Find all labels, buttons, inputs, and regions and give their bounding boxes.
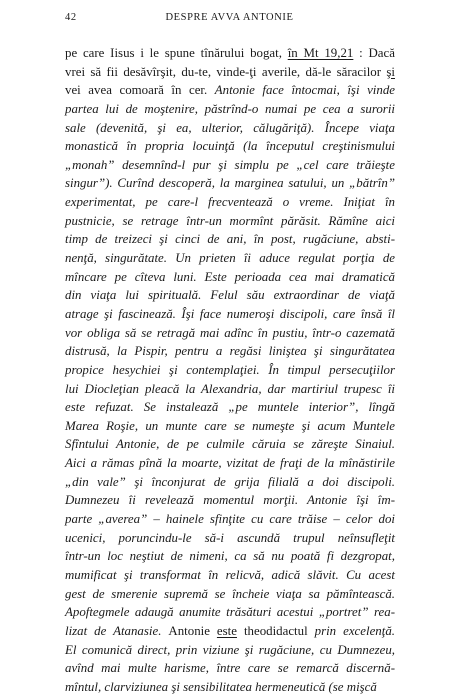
text-run: vei avea comoară în cer. — [65, 83, 215, 98]
text-line — [65, 286, 395, 305]
text-run: Sfîntului Antonie, de pe culmile căruia se zăreşte Sinaiul. — [65, 437, 395, 452]
text-line — [65, 491, 395, 510]
text-run: Antonie face întocmai, îşi vinde — [214, 83, 395, 98]
text-line — [65, 510, 395, 529]
text-run: Antonie — [168, 623, 217, 638]
text-line — [65, 249, 395, 268]
text-run: mumificat şi transformat în relicvă, adică slăvit. Cu acest — [65, 567, 395, 582]
text-line — [65, 603, 395, 622]
text-line — [65, 659, 395, 678]
text-run: Dumnezeu îi revelează momentul morţii. Antonie îşi îm- — [65, 493, 395, 508]
text-run: lizat de Atanasie. — [65, 623, 169, 638]
text-line — [65, 361, 395, 380]
text-line — [65, 380, 395, 399]
text-run: şi — [386, 64, 395, 79]
text-line — [65, 566, 395, 585]
text-run: El comunică direct, prin viziune şi rugăciune, cu Dumnezeu, — [65, 642, 395, 657]
text-line — [65, 398, 395, 417]
text-run: parte „averea” – hainele sfinţite cu care trăise – celor doi — [65, 512, 395, 527]
text-line — [65, 212, 395, 231]
text-run: experimentat, pe care-l frecventează o vreme. Iniţiat în — [65, 195, 395, 210]
text-run: sale (devenită, şi ea, ulterior, călugăriţă). Începe viaţa — [65, 120, 395, 135]
text-line — [65, 305, 395, 324]
page-header — [65, 12, 394, 26]
page-number: 42 — [65, 12, 77, 23]
text-run: partea lui de moştenire, păstrînd-o numai pe cea a surorii — [65, 101, 395, 116]
text-line — [65, 268, 395, 287]
text-line — [65, 417, 395, 436]
text-run: Apoftegmele adaugă anumite trăsături acestui „portret” rea- — [65, 605, 395, 620]
text-run: prin excelenţă. — [314, 623, 395, 638]
text-run: mîncare pe cîteva luni. Este perioada cea mai dramatică — [65, 269, 395, 284]
text-run: pustnicie, se retrage într-un mormînt părăsit. Rămîne aici — [65, 213, 395, 228]
text-run: monastică în propria locuinţă (la începutul creştinismului — [65, 139, 395, 154]
text-run: „monah” desemnînd-l pur şi simplu pe „cel care trăieşte — [65, 157, 395, 172]
text-line — [65, 454, 395, 473]
text-run: Marea Roşie, un munte care se numeşte şi acum Muntele — [65, 418, 395, 433]
text-run: „din vale” şi înconjurat de grija filială a doi discipoli. — [65, 474, 395, 489]
text-run: din viaţa lui spirituală. Felul său extraordinar de viaţă — [65, 288, 395, 303]
text-line — [65, 44, 395, 63]
text-run: este refuzat. Se instalează „pe muntele interior”, lîngă — [65, 400, 395, 415]
text-line — [65, 230, 395, 249]
text-run: într-un loc neştiut de nimeni, ca să nu poată fi dezgropat, — [65, 549, 395, 564]
text-line — [65, 678, 395, 696]
text-line — [65, 473, 395, 492]
text-run: vor obliga să se retragă mai adînc în pustiu, într-o cazemată — [65, 325, 395, 340]
text-run: avînd mai multe harisme, între care se remarcă discernă- — [65, 661, 395, 676]
text-run: lui Diocleţian pleacă la Alexandria, dar martiriul trupesc îi — [65, 381, 395, 396]
text-run: Aici a rămas pînă la moarte, vizitat de fraţi de la mînăstirile — [65, 456, 395, 471]
text-line — [65, 174, 395, 193]
text-line — [65, 641, 395, 660]
text-line — [65, 63, 395, 82]
text-line — [65, 324, 395, 343]
text-run: atrage şi fascinează. Îşi face numeroşi discipoli, care însă îl — [65, 306, 395, 321]
text-run: mîntul, clarviziunea şi sensibilitatea hermeneutică (se mişcă — [65, 679, 377, 694]
text-run: propice hesychiei şi contemplaţiei. În timpul persecuţiilor — [65, 362, 395, 377]
running-title: DESPRE AVVA ANTONIE — [165, 12, 294, 23]
text-line — [65, 119, 395, 138]
text-line — [65, 137, 395, 156]
text-line — [65, 100, 395, 119]
text-line — [65, 342, 395, 361]
text-line — [65, 585, 395, 604]
text-run: nenţă, singurătate. Un prieten îi aduce regulat porţia de — [65, 251, 395, 266]
text-run: singur”). Curînd descoperă, la marginea satului, un „bătrîn” — [65, 176, 395, 191]
text-run: ucenici, poruncindu-le să-i ascundă trupul neînsufleţit — [65, 530, 395, 545]
text-run: : Dacă — [353, 46, 395, 60]
text-run: este — [216, 623, 237, 638]
text-line — [65, 193, 395, 212]
text-line — [65, 81, 395, 100]
text-line — [65, 435, 395, 454]
text-run: timp de treizeci şi cinci de ani, în post, rugăciune, absti- — [65, 232, 395, 247]
text-run: pe care Iisus i le spune tînărului bogat, — [65, 46, 288, 60]
text-run: gest de smerenie supremă se încheie viaţa sa pămîntească. — [65, 586, 395, 601]
text-run: theodidactul — [236, 623, 315, 638]
text-line — [65, 529, 395, 548]
text-run: în Mt 19,21 — [287, 46, 354, 60]
text-line — [65, 547, 395, 566]
text-run: distrusă, la Pispir, pentru a regăsi liniştea şi singurătatea — [65, 344, 395, 359]
text-run: vrei să fii desăvîrşit, du-te, vinde-ţi averile, dă-le săracilor — [65, 64, 387, 79]
text-line — [65, 156, 395, 175]
body-text — [65, 44, 395, 696]
text-line — [65, 622, 395, 641]
